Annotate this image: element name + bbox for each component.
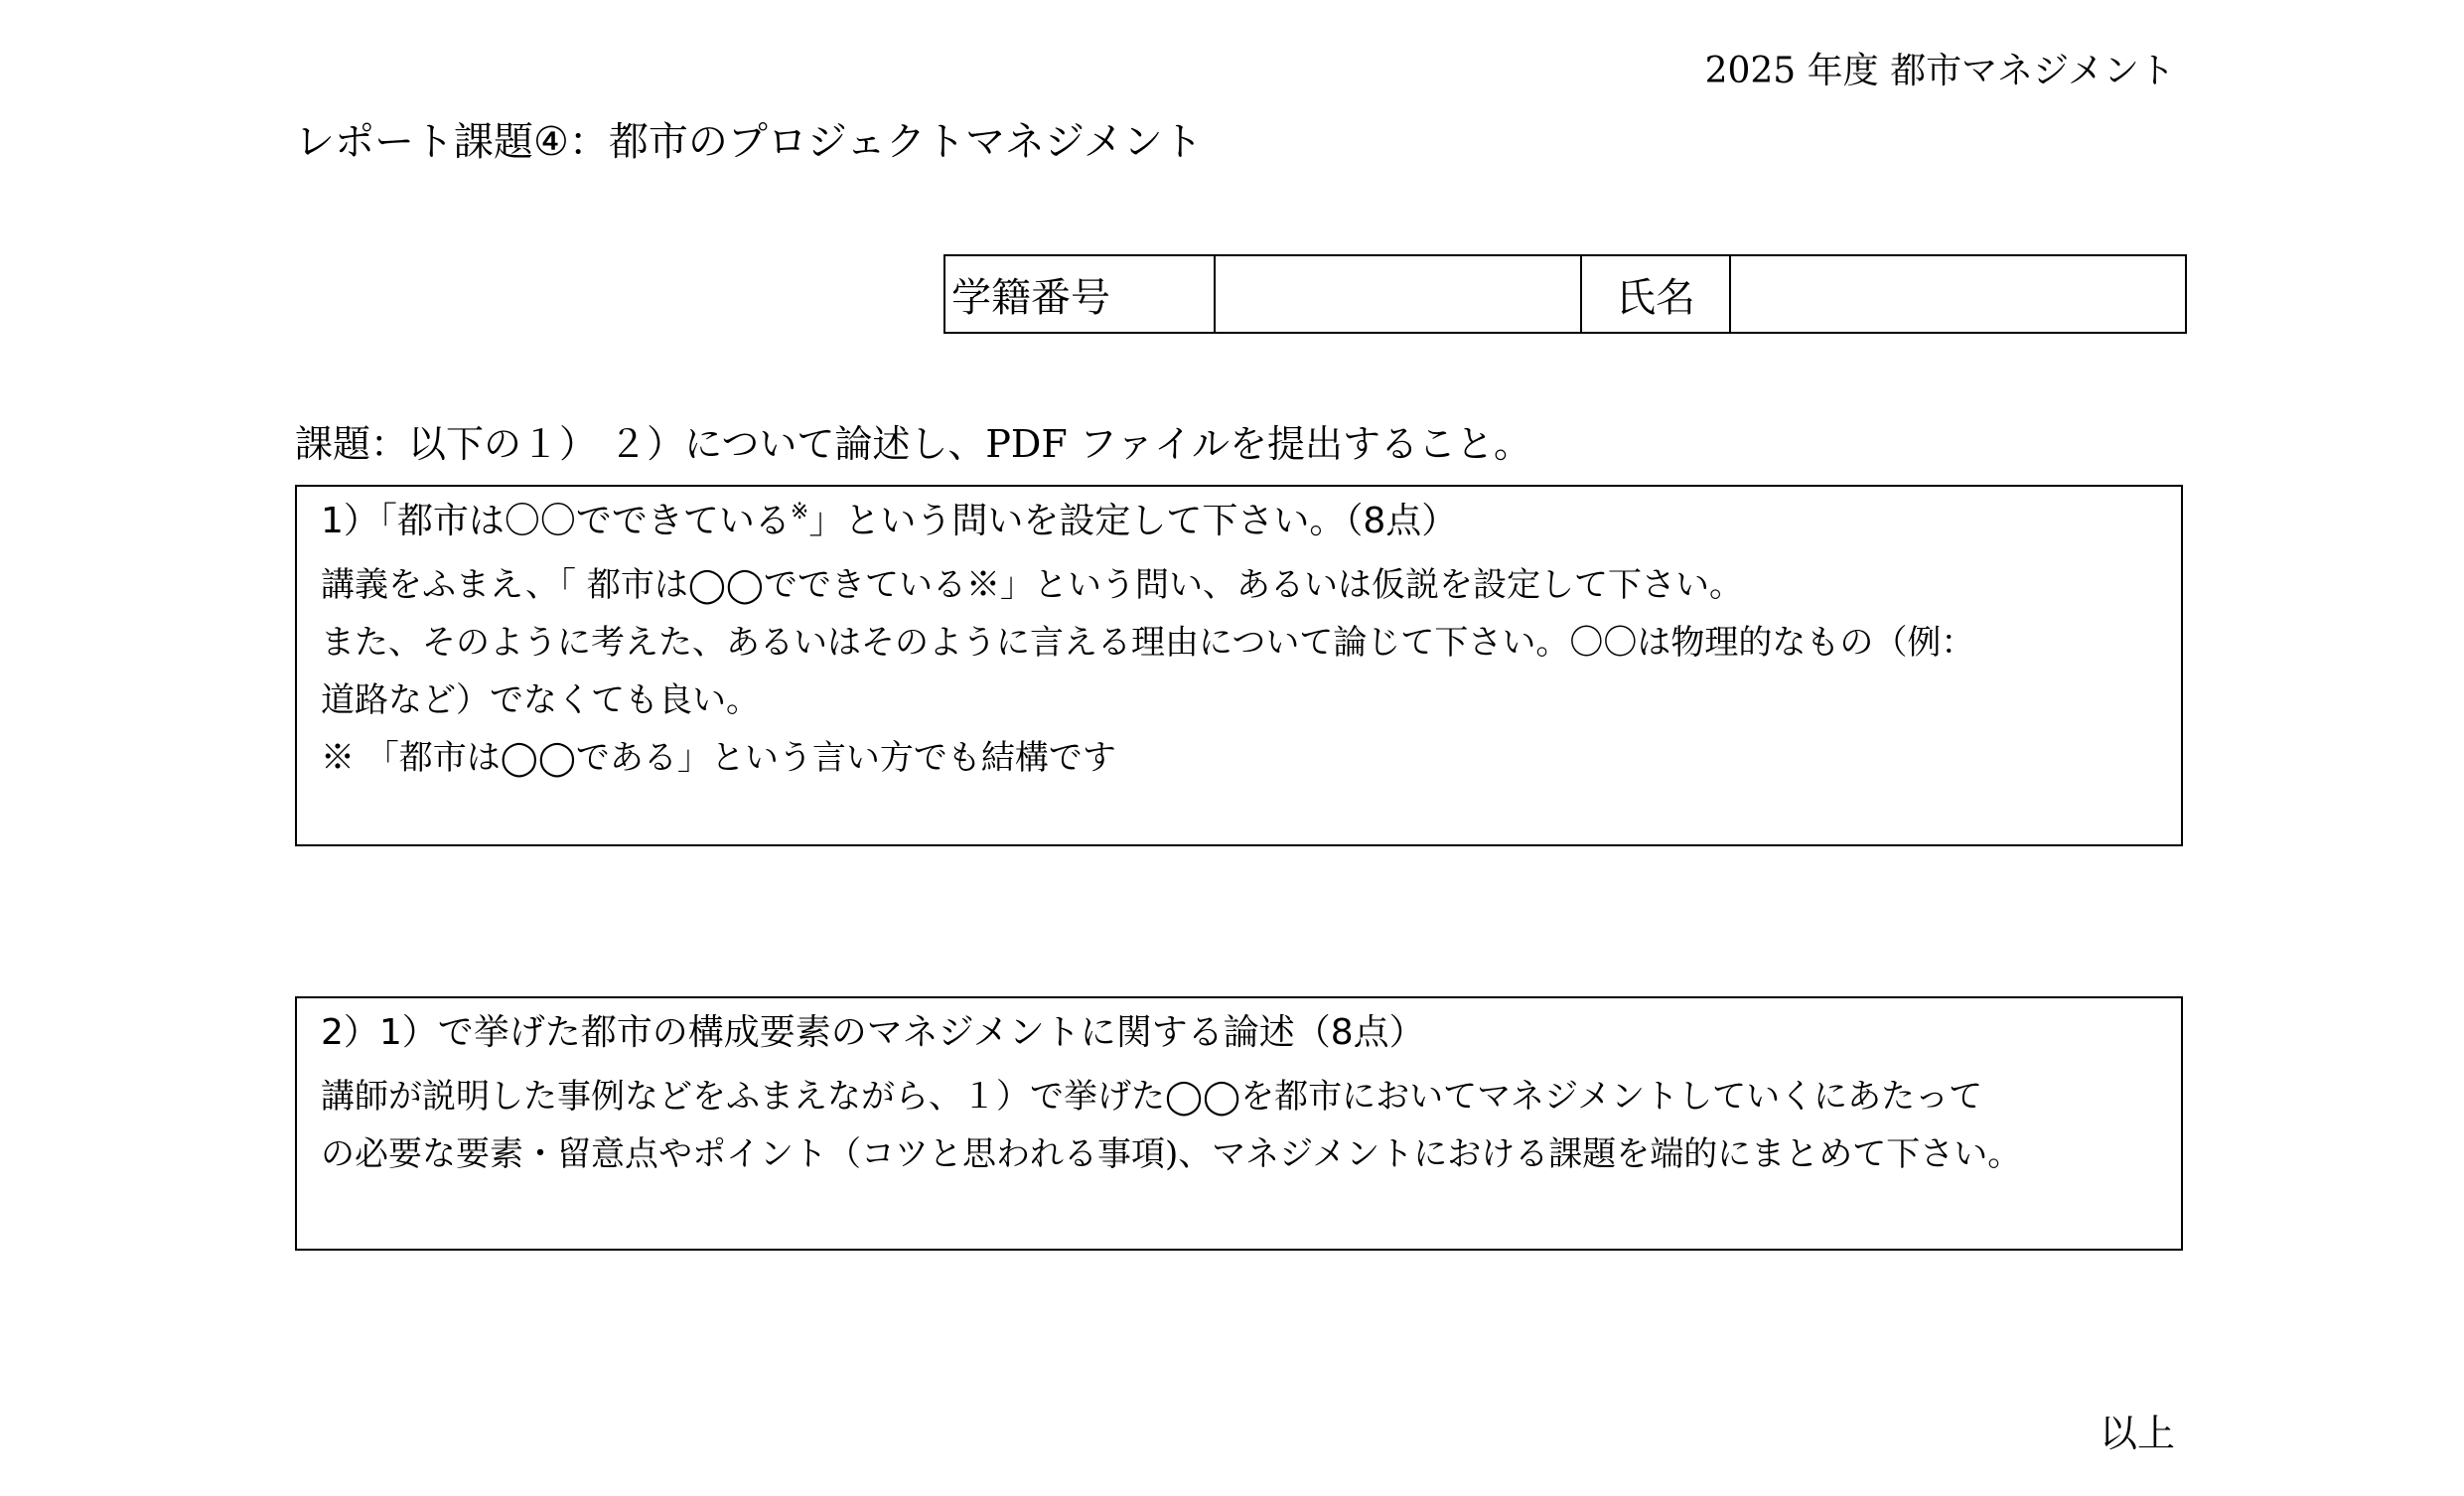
task-1-heading-note-mark: ※	[790, 500, 809, 524]
task-1-line: 道路など）でなくても良い。	[321, 680, 760, 720]
task-1-line: 講義をふまえ、「 都市は◯◯でできている※」という問い、あるいは仮説を設定して下さい。	[321, 565, 1743, 605]
closing-remark: 以上	[2099, 1412, 2175, 1455]
student-info-table	[943, 254, 2187, 334]
task-1-footnote: ※ 「都市は◯◯である」という言い方でも結構です	[321, 738, 1116, 778]
course-header: 2025 年度 都市マネジメント	[1704, 51, 2175, 91]
task-2-heading: 2）1）で挙げた都市の構成要素のマネジメントに関する論述（8点）	[321, 1012, 1425, 1053]
task-1-box	[295, 485, 2183, 846]
task-2-line: 講師が説明した事例などをふまえながら、１）で挙げた◯◯を都市においてマネジメントしていくにあたって	[321, 1077, 1983, 1117]
task-1-heading-tail: 」という問いを設定して下さい。（8点）	[808, 501, 1458, 541]
student-info-row	[944, 255, 2186, 333]
name-label: 氏名	[1581, 255, 1730, 333]
report-title: レポート課題④：都市のプロジェクトマネジメント	[295, 119, 1203, 165]
task-1-line: また、そのように考えた、あるいはそのように言える理由について論じて下さい。〇〇は物理的なもの（例：	[321, 623, 1975, 663]
task-1-heading-main: 1）「都市は〇〇でできている	[321, 501, 791, 541]
name-field[interactable]	[1730, 255, 2186, 333]
assignment-instruction: 課題：以下の１） ２）について論述し、PDF ファイルを提出すること。	[295, 422, 1532, 466]
task-1-heading	[321, 497, 2159, 546]
task-1-body	[321, 556, 2159, 787]
task-2-body	[321, 1068, 2159, 1183]
task-2-box	[295, 996, 2183, 1251]
task-2-line: の必要な要素・留意点やポイント（コツと思われる事項)、マネジメントにおける課題を端的にまとめて下さい。	[321, 1134, 2022, 1174]
student-id-field[interactable]	[1215, 255, 1581, 333]
student-id-label: 学籍番号	[944, 255, 1215, 333]
